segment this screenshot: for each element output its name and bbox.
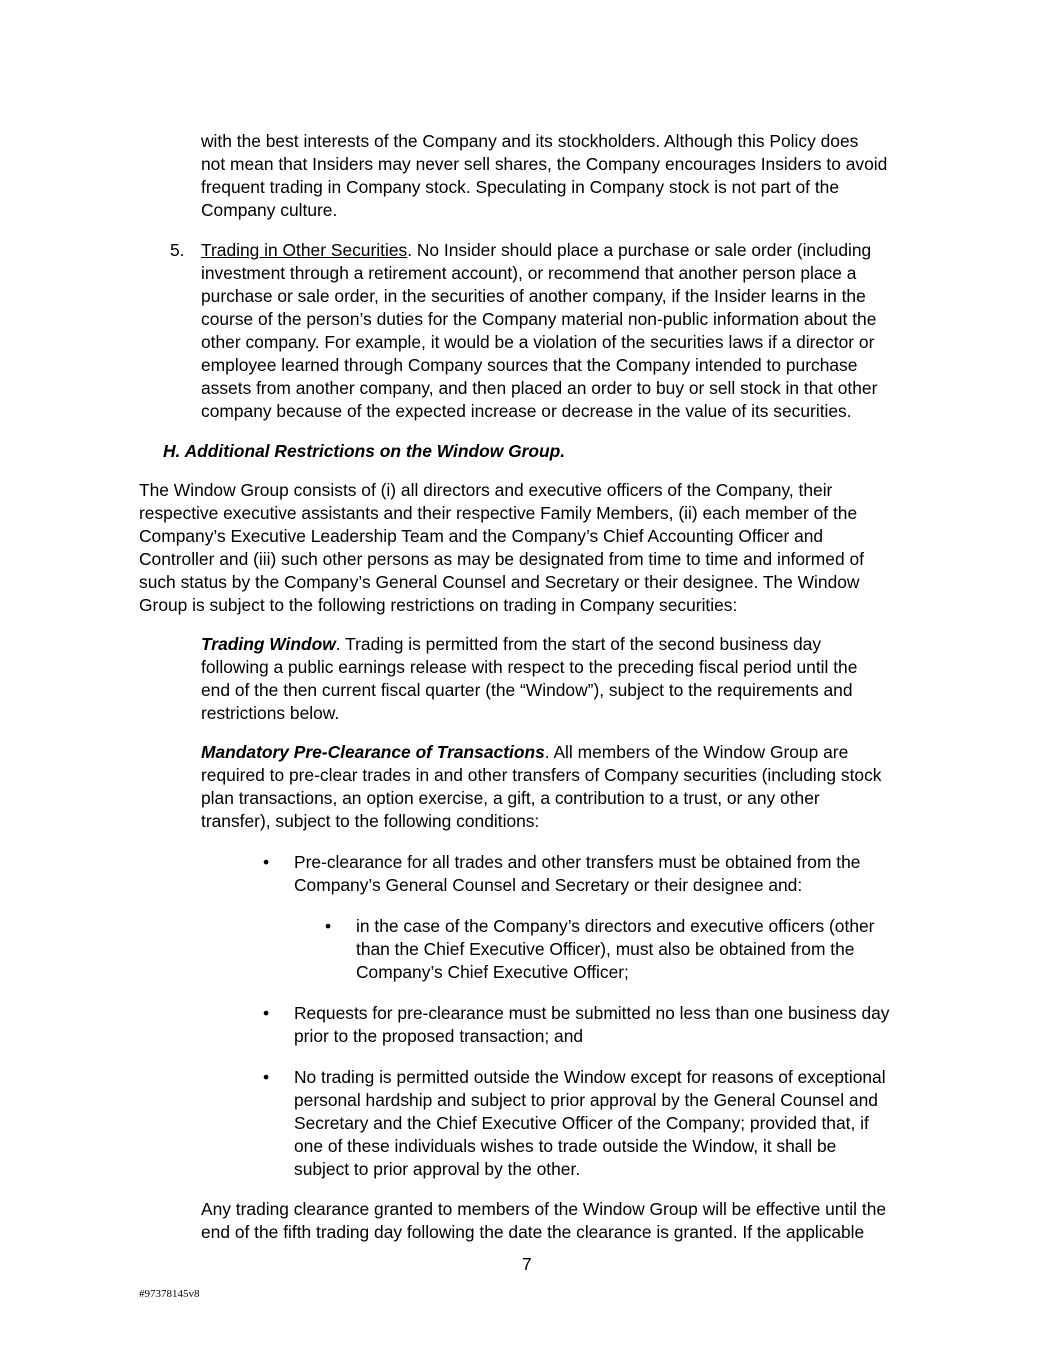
- item5-line: other company. For example, it would be a violation of the securities laws if a director or: [201, 332, 875, 352]
- subbullet-line: than the Chief Executive Officer), must also be obtained from the: [356, 939, 855, 959]
- para-line: Company culture.: [201, 200, 338, 220]
- document-id: #97378145v8: [139, 1288, 200, 1300]
- window-group-line: respective executive assistants and their respective Family Members, (ii) each member of the: [139, 503, 858, 523]
- item5-line: investment through a retirement account), or recommend that another person place a: [201, 263, 857, 283]
- bullet-line: No trading is permitted outside the Window except for reasons of exceptional: [294, 1067, 886, 1087]
- window-group-line: Group is subject to the following restrictions on trading in Company securities:: [139, 595, 738, 615]
- bullet-line: one of these individuals wishes to trade outside the Window, it shall be: [294, 1136, 837, 1156]
- bullet-icon: •: [263, 852, 270, 872]
- window-group-line: Controller and (iii) such other persons as may be designated from time to time and informed of: [139, 549, 864, 569]
- item5-first-rest: . No Insider should place a purchase or sale order (including: [407, 240, 872, 260]
- subbullet-line: Company’s Chief Executive Officer;: [356, 962, 629, 982]
- section-heading: H. Additional Restrictions on the Window Group.: [163, 441, 566, 461]
- bullet-line: Pre-clearance for all trades and other transfers must be obtained from the: [294, 852, 861, 872]
- bullet-line: subject to prior approval by the other.: [294, 1159, 581, 1179]
- item5-line: assets from another company, and then placed an order to buy or sell stock in that other: [201, 378, 878, 398]
- bullet-line: Company’s General Counsel and Secretary or their designee and:: [294, 875, 803, 895]
- window-group-line: such status by the Company’s General Counsel and Secretary or their designee. The Window: [139, 572, 860, 592]
- para-line: frequent trading in Company stock. Speculating in Company stock is not part of the: [201, 177, 840, 197]
- bullet-icon: •: [263, 1003, 270, 1023]
- preclearance-first-line: [201, 741, 848, 764]
- trading-window-line: restrictions below.: [201, 703, 340, 723]
- bullet-icon: •: [325, 916, 332, 936]
- bullet-line: Requests for pre-clearance must be submitted no less than one business day: [294, 1003, 890, 1023]
- bullet-line: prior to the proposed transaction; and: [294, 1026, 584, 1046]
- item-number: 5.: [170, 240, 185, 260]
- preclearance-line: required to pre-clear trades in and other transfers of Company securities (including stock: [201, 765, 882, 785]
- item5-first-line: [201, 239, 871, 262]
- bullet-icon: •: [263, 1067, 270, 1087]
- item5-line: employee learned through Company sources that the Company intended to purchase: [201, 355, 858, 375]
- window-group-line: Company’s Executive Leadership Team and the Company’s Chief Accounting Officer and: [139, 526, 824, 546]
- trading-window-first-line: [201, 633, 821, 656]
- preclearance-first-rest: . All members of the Window Group are: [544, 742, 849, 762]
- trading-window-heading: Trading Window: [201, 634, 336, 654]
- trading-window-line: end of the then current fiscal quarter (the “Window”), subject to the requirements and: [201, 680, 853, 700]
- item5-line: purchase or sale order, in the securities of another company, if the Insider learns in the: [201, 286, 866, 306]
- bullet-line: personal hardship and subject to prior approval by the General Counsel and: [294, 1090, 878, 1110]
- item5-heading: Trading in Other Securities: [201, 240, 408, 260]
- item5-line: course of the person’s duties for the Company material non-public information about the: [201, 309, 877, 329]
- preclearance-line: plan transactions, an option exercise, a gift, a contribution to a trust, or any other: [201, 788, 820, 808]
- clearance-line: Any trading clearance granted to members of the Window Group will be effective until the: [201, 1199, 887, 1219]
- preclearance-line: transfer), subject to the following conditions:: [201, 811, 540, 831]
- item5-line: company because of the expected increase or decrease in the value of its securities.: [201, 401, 852, 421]
- para-line: not mean that Insiders may never sell shares, the Company encourages Insiders to avoid: [201, 154, 888, 174]
- subbullet-line: in the case of the Company’s directors and executive officers (other: [356, 916, 875, 936]
- para-line: with the best interests of the Company and its stockholders. Although this Policy does: [201, 131, 859, 151]
- trading-window-first-rest: . Trading is permitted from the start of the second business day: [335, 634, 822, 654]
- preclearance-heading: Mandatory Pre-Clearance of Transactions: [201, 742, 545, 762]
- window-group-line: The Window Group consists of (i) all directors and executive officers of the Company, their: [139, 480, 833, 500]
- clearance-line: end of the fifth trading day following the date the clearance is granted. If the applicable: [201, 1222, 865, 1242]
- bullet-line: Secretary and the Chief Executive Officer of the Company; provided that, if: [294, 1113, 869, 1133]
- trading-window-line: following a public earnings release with respect to the preceding fiscal period until the: [201, 657, 858, 677]
- page-number: 7: [522, 1254, 532, 1274]
